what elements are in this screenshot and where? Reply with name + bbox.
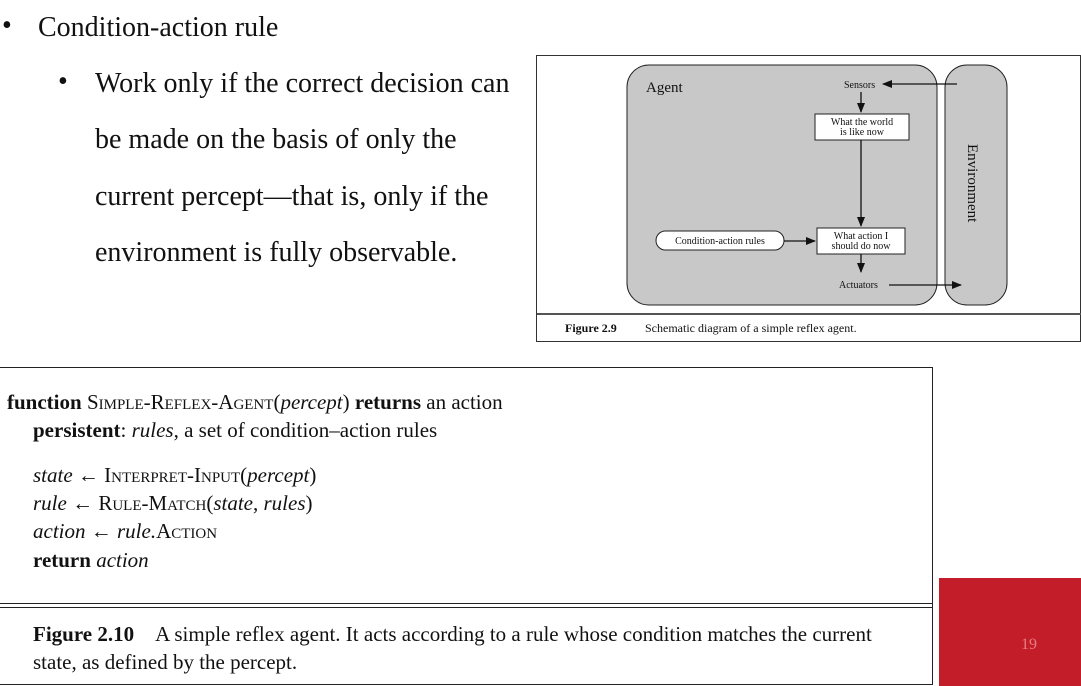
figure-2-9-caption [537,313,1081,342]
figure-2-10-label: Figure 2.10 [33,622,135,646]
environment-label: Environment [964,144,980,223]
figure-2-9 [536,55,1081,342]
sub-bullet-line-1: Work only if the correct decision can [95,68,510,99]
figure-2-9-label: Figure 2.9 [565,321,617,335]
sub-bullet-marker: • [58,66,68,97]
algo-line-state: state ← Interpret-Input(percept) [33,463,317,487]
agent-label: Agent [646,80,683,96]
keyword-return: return [33,548,91,572]
algo-header-line: function Simple-Reflex-Agent(percept) returns an action [7,390,503,414]
page-number: 19 [1021,636,1037,653]
figure-2-9-text: Schematic diagram of a simple reflex agent. [645,321,857,335]
rules-label: Condition-action rules [675,236,765,247]
accent-block [939,578,1081,686]
algo-persistent-line: persistent: rules, a set of condition–action rules [33,418,438,442]
param-percept: percept [280,390,343,414]
var-rules: rules [131,418,174,442]
action-line-1: What action I [833,231,889,242]
algo-line-action: action ← rule.Action [33,519,218,543]
algo-line-return: return action [33,548,149,572]
sub-bullet-line-4: environment is fully observable. [95,237,458,268]
keyword-persistent: persistent [33,418,121,442]
separator-line [0,607,933,608]
world-state-line-1: What the world [830,117,894,128]
sub-bullet-line-2: be made on the basis of only the [95,124,457,155]
function-name: Simple-Reflex-Agent [86,390,274,414]
figure-2-10-text: A simple reflex agent. It acts according to a rule whose condition matches the current state, as defined by the percept. [33,622,872,674]
sensors-label: Sensors [844,80,876,91]
sub-bullet-line-3: current percept—that is, only if the [95,181,489,212]
keyword-function: function [7,390,82,414]
bullet-main: Condition-action rule [38,12,279,43]
agent-box [627,65,937,305]
figure-2-10-caption [33,620,913,676]
action-line-2: should do now [831,241,891,252]
bullet-marker: • [2,10,12,41]
actuators-label: Actuators [839,280,878,291]
algo-line-rule: rule ← Rule-Match(state, rules) [33,491,313,515]
keyword-returns: returns [354,390,421,414]
reflex-agent-diagram [537,56,1081,313]
world-state-line-2: is like now [840,127,884,138]
separator-line [0,603,933,604]
algorithm-box [0,367,933,685]
